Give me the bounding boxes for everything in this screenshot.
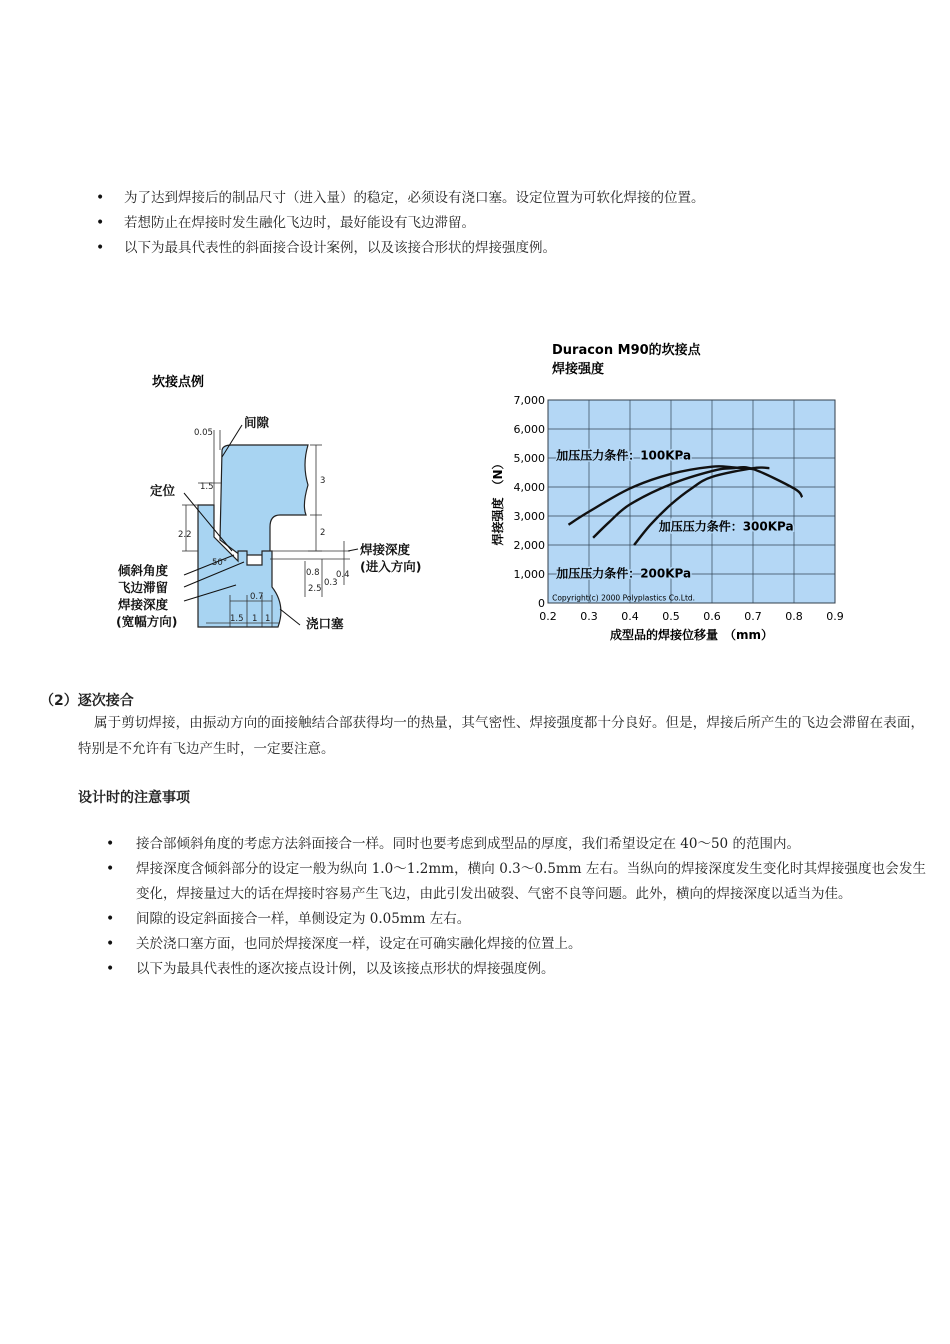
x-tick-label: 0.2 [539,610,557,623]
upper-part [220,445,308,555]
x-tick-label: 0.7 [744,610,762,623]
depth-wide-label: 焊接深度 [118,597,169,612]
x-tick-label: 0.3 [580,610,598,623]
gate-label: 浇口塞 [306,616,344,631]
position-label: 定位 [150,483,176,498]
x-axis-label: 成型品的焊接位移量 （mm） [609,628,774,642]
section-heading: （2）逐次接合 [40,693,134,709]
notes-heading: 设计时的注意事项 [78,790,190,806]
list-item: • 为了达到焊接后的制品尺寸（进入量）的稳定，必须设有浇口塞。设定位置为可软化焊接的位置。 [96,186,856,211]
y-tick-label: 1,000 [513,568,545,581]
dim-label: 0.4 [336,570,350,580]
dim-label: 1 [265,614,271,624]
intro-bullet-list [96,186,856,261]
dim-label: 0.3 [324,578,338,588]
dim-label: 1.5 [230,614,244,624]
depth-in-sub-label: (进入方向) [360,559,422,574]
depth-in-label: 焊接深度 [360,542,411,557]
series-label: 加压压力条件：200KPa [556,566,692,581]
list-item: • 若想防止在焊接时发生融化飞边时，最好能设有飞边滞留。 [96,211,856,236]
weld-strength-chart [480,330,860,650]
chart-subtitle: 焊接强度 [552,362,605,377]
dim-label: 0.7 [250,592,264,602]
joint-diagram [110,365,460,650]
series-label: 加压压力条件：300KPa [658,519,794,534]
list-item: • 关於浇口塞方面，也同於焊接深度一样，设定在可确实融化焊接的位置上。 [106,932,926,957]
list-item: • 以下为最具代表性的逐次接点设计例，以及该接点形状的焊接强度例。 [106,957,926,982]
dim-label: 0.8 [306,568,320,578]
x-tick-label: 0.6 [703,610,721,623]
series-label: 加压压力条件：100KPa [556,448,692,463]
dim-label: 50° [212,558,228,568]
section-paragraph: 属于剪切焊接，由振动方向的面接触结合部获得均一的热量，其气密性、焊接强度都十分良好。但是，焊接后所产生的飞边会滞留在表面，特别是不允许有飞边产生时，一定要注意。 [78,715,924,757]
y-tick-labels [514,394,546,610]
x-tick-label: 0.9 [826,610,844,623]
y-axis-label: 焊接强度 （N） [491,457,505,546]
design-notes-list [106,832,926,982]
x-tick-labels [539,610,844,623]
depth-wide-sub-label: (宽幅方向) [116,614,178,629]
dim-label: 1.5 [200,482,214,492]
list-item: • 焊接深度含倾斜部分的设定一般为纵向 1.0～1.2mm，横向 0.3～0.5mm 左右。当纵向的焊接深度发生变化时其焊接强度也会发生变化，焊接量过大的话在焊接时容易产生飞边，由此引发出破裂、气密不良等问题。此外，横向的焊接深度以适当为佳。 [106,857,926,907]
list-item: • 接合部倾斜角度的考虑方法斜面接合一样。同时也要考虑到成型品的厚度，我们希望设定在 40～50 的范围内。 [106,832,926,857]
x-tick-label: 0.4 [621,610,639,623]
dim-label: 0.05 [194,428,213,438]
gap-label: 间隙 [244,415,270,430]
flash-label: 飞边滞留 [118,580,169,595]
y-tick-label: 3,000 [513,510,545,523]
chart-title: Duracon M90的坎接点 [552,343,701,358]
y-tick-label: 2,000 [513,539,545,552]
dim-label: 2.5 [308,584,322,594]
dim-label: 3 [320,476,326,486]
diagram-title: 坎接点例 [152,375,205,390]
dim-label: 2.2 [178,530,192,540]
copyright-text: Copyright(c) 2000 Polyplastics Co.Ltd. [552,593,696,603]
y-tick-label: 0 [538,597,545,610]
list-item: • 以下为最具代表性的斜面接合设计案例，以及该接合形状的焊接强度例。 [96,236,856,261]
y-tick-label: 6,000 [513,423,545,436]
x-tick-label: 0.8 [785,610,803,623]
dim-label: 1 [252,614,258,624]
y-tick-label: 4,000 [513,481,545,494]
x-tick-label: 0.5 [662,610,680,623]
angle-label: 倾斜角度 [118,563,169,578]
y-tick-label: 7,000 [513,394,545,407]
list-item: • 间隙的设定斜面接合一样，单侧设定为 0.05mm 左右。 [106,907,926,932]
dim-label: 2 [320,528,326,538]
y-tick-label: 5,000 [513,452,545,465]
